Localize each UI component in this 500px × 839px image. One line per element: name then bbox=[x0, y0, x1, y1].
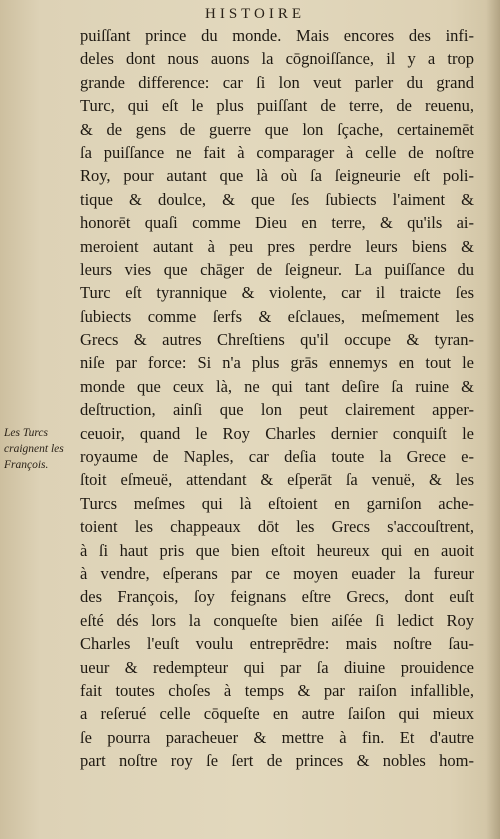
body-text bbox=[80, 24, 474, 773]
text-line: tique & doulce, & que ſes ſubiects l'aiment & bbox=[80, 189, 474, 209]
marginal-note bbox=[4, 425, 82, 473]
text-line: ueur & redempteur qui par ſa diuine prouidence bbox=[80, 657, 474, 677]
text-line: puiſſant prince du monde. Mais encores des infi- bbox=[80, 26, 474, 45]
text-line: Turcs meſmes qui là eſtoient en garniſon ache- bbox=[80, 493, 474, 513]
text-line: niſe par force: Si n'a plus grās ennemys en tout le bbox=[80, 353, 474, 373]
text-line: deſtruction, ainſi que lon peut clairement apper- bbox=[80, 400, 474, 420]
text-line: Charles l'euſt voulu entreprēdre: mais noſtre ſau- bbox=[80, 634, 474, 654]
text-line: part noſtre roy ſe ſert de princes & nobles hom- bbox=[80, 751, 474, 771]
text-line: monde que ceux là, ne qui tant deſire ſa ruine & bbox=[80, 376, 474, 396]
text-line: royaume de Naples, car deſia toute la Grece e- bbox=[80, 447, 474, 467]
marginal-note-line: Les Turcs bbox=[4, 427, 48, 439]
text-line: meroient autant à peu pres perdre leurs biens & bbox=[80, 236, 474, 256]
text-line: ceuoir, quand le Roy Charles dernier conquiſt le bbox=[80, 423, 474, 443]
running-head: HISTOIRE bbox=[205, 6, 306, 22]
text-line: à ſi haut pris que bien eſtoit heureux qui en auoit bbox=[80, 540, 474, 560]
text-line: Grecs & autres Chreſtiens qu'il occupe & tyran- bbox=[80, 330, 474, 350]
text-line: Turc eſt tyrannique & violente, car il traicte ſes bbox=[80, 283, 474, 303]
text-line: fait toutes choſes à temps & par raiſon infallible, bbox=[80, 680, 474, 700]
marginal-note-line: François. bbox=[4, 459, 49, 471]
text-line: toient les chappeaux dōt les Grecs s'accouſtrent, bbox=[80, 517, 474, 537]
text-line: grande difference: car ſi lon veut parler du grand bbox=[80, 72, 474, 92]
text-line: honorēt quaſi comme Dieu en terre, & qu'ils ai- bbox=[80, 213, 474, 233]
text-line: Roy, pour autant que là où ſa ſeigneurie eſt poli- bbox=[80, 166, 474, 186]
text-line: des François, ſoy feignans eſtre Grecs, dont euſt bbox=[80, 587, 474, 607]
marginal-note-line: craignent les bbox=[4, 443, 64, 455]
text-line: à vendre, eſperans par ce moyen euader la fureur bbox=[80, 563, 474, 583]
text-line: a reſerué celle cōqueſte en autre ſaiſon qui mieux bbox=[80, 704, 474, 724]
text-line: leurs vies que chāger de ſeigneur. La puiſſance du bbox=[80, 259, 474, 279]
text-line: deles dont nous auons la cōgnoiſſance, il y a trop bbox=[80, 49, 474, 69]
text-line: ſtoit eſmeuë, attendant & eſperāt ſa venuë, & les bbox=[80, 470, 474, 490]
text-line: Turc, qui eſt le plus puiſſant de terre, de reuenu, bbox=[80, 96, 474, 116]
text-line: ſubiects comme ſerfs & eſclaues, meſmement les bbox=[80, 306, 474, 326]
text-line: ſa puiſſance ne fait à comparager à celle de noſtre bbox=[80, 142, 474, 162]
text-line: ſe pourra paracheuer & mettre à fin. Et d'autre bbox=[80, 727, 474, 747]
text-line: eſté dés lors la conqueſte bien aiſée ſi ledict Roy bbox=[80, 610, 474, 630]
text-line: & de gens de guerre que lon ſçache, certainemēt bbox=[80, 119, 474, 139]
